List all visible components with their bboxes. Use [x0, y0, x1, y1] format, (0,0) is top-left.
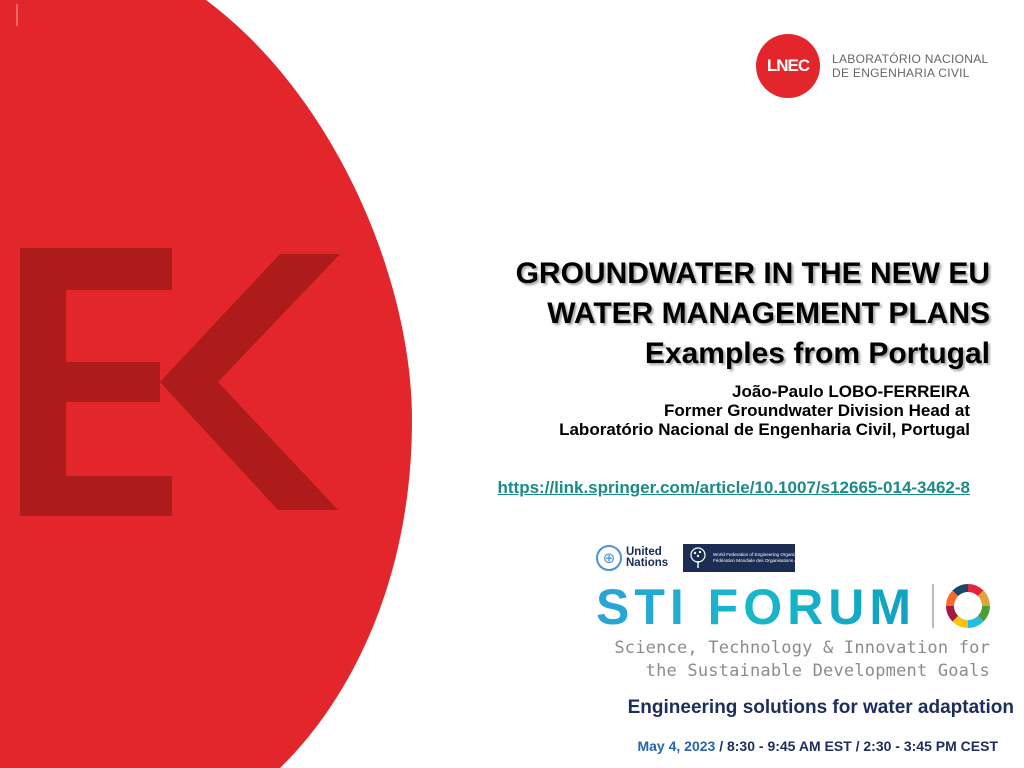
author-block	[410, 382, 970, 439]
un-line2: Nations	[626, 557, 669, 569]
lnec-logo-line1: LABORATÓRIO NACIONAL	[832, 52, 989, 66]
un-emblem-icon: ⊕	[596, 545, 622, 571]
wfeo-line2: Fédération Mondiale des Organisations d'Ingénieurs	[713, 558, 820, 563]
wfeo-line1: World Federation of Engineering Organizations	[713, 552, 809, 557]
un-line1: United	[626, 546, 662, 558]
lnec-logo	[756, 34, 996, 98]
event-date	[637, 738, 998, 754]
title-line3: Examples from Portugal	[644, 337, 990, 370]
sti-subtitle-line1: Science, Technology & Innovation for	[614, 638, 990, 658]
wfeo-logo	[683, 544, 820, 572]
author-role: Former Groundwater Division Head at	[663, 401, 970, 420]
title-line1: GROUNDWATER IN THE NEW EU	[515, 257, 990, 290]
lnec-logo-line2: DE ENGENHARIA CIVIL	[832, 66, 970, 80]
springer-article-link[interactable]: https://link.springer.com/article/10.1007/s12665-014-3462-8	[497, 478, 970, 497]
wfeo-tree-icon	[687, 547, 709, 569]
lnec-logo-text	[832, 52, 988, 80]
slide-title	[370, 254, 990, 374]
sti-forum-subtitle	[614, 637, 990, 683]
event-day: May 4, 2023	[637, 738, 716, 754]
sti-subtitle-line2: the Sustainable Development Goals	[645, 661, 990, 681]
author-name: João-Paulo LOBO-FERREIRA	[731, 382, 970, 401]
sdg-wheel-icon	[946, 584, 990, 628]
sti-forum-logo: STI FORUM	[596, 579, 916, 635]
united-nations-logo	[596, 544, 668, 572]
title-line2: WATER MANAGEMENT PLANS	[547, 297, 990, 330]
sti-divider	[932, 584, 934, 628]
event-times: / 8:30 - 9:45 AM EST / 2:30 - 3:45 PM CEST	[715, 738, 998, 754]
lnec-logo-mark: LNEC	[756, 34, 820, 98]
author-institution: Laboratório Nacional de Engenharia Civil, Portugal	[559, 420, 970, 439]
forum-theme: Engineering solutions for water adaptation	[627, 697, 1014, 718]
